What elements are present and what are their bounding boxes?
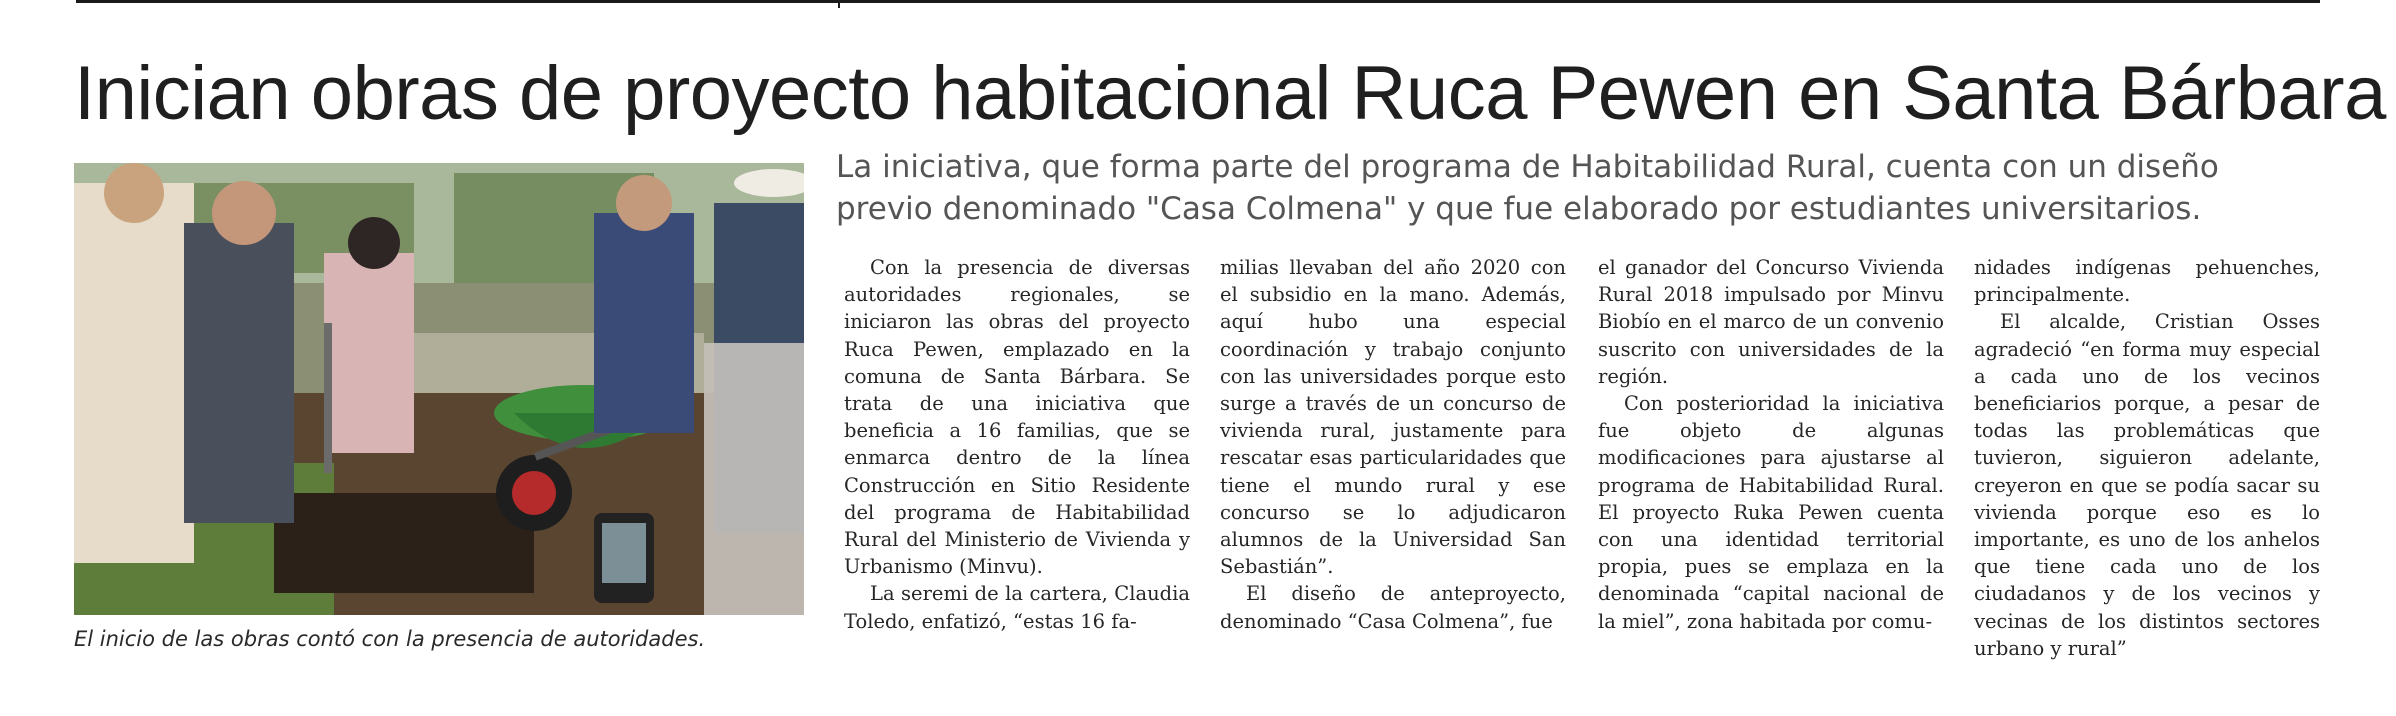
paragraph: el ganador del Concurso Vivienda Rural 2018 impulsado por Minvu Biobío en el marco de un convenio suscrito con universidades de la región. — [1598, 256, 1944, 388]
headline: Inician obras de proyecto habitacional Ruca Pewen en Santa Bárbara — [74, 51, 2386, 136]
subheadline — [836, 146, 2336, 230]
subheadline-line: previo denominado "Casa Colmena" y que fue elaborado por estudiantes universitarios. — [836, 191, 2202, 227]
top-rule-tick — [838, 0, 840, 8]
article-photo — [74, 163, 804, 615]
top-rule — [76, 0, 2320, 3]
body-column-4 — [1974, 254, 2320, 662]
paragraph: milias llevaban del año 2020 con el subsidio en la mano. Además, aquí hubo una especial coordinación y trabajo conjunto con las universidades porque esto surge a través de un concurso de vivienda rural, justamente para rescatar esas particularidades que tiene el mundo rural y ese concurso se lo adjudicaron alumnos de la Universidad San Sebastián”. — [1220, 256, 1566, 579]
paragraph: Con la presencia de diversas autoridades regionales, se iniciaron las obras del proyecto Ruca Pewen, emplazado en la comuna de Santa Bárbara. Se trata de una iniciativa que beneficia a 16 familias, que se enmarca dentro de la línea Construcción en Sitio Residente del programa de Habitabilidad Rural del Ministerio de Vivienda y Urbanismo (Minvu). — [844, 256, 1190, 579]
paragraph: El diseño de anteproyecto, denominado “Casa Colmena”, fue — [1220, 582, 1566, 633]
paragraph: El alcalde, Cristian Osses agradeció “en forma muy especial a cada uno de los vecinos beneficiarios porque, a pesar de todas las problemáticas que tuvieron, siguieron adelante, creyeron en que se podía sacar su vivienda porque eso es lo importante, es uno de los anhelos que tiene cada uno de los ciudadanos y de los vecinos y vecinas de los distintos sectores urbano y rural” — [1974, 310, 2320, 660]
paragraph: Con posterioridad la iniciativa fue objeto de algunas modificaciones para ajustarse al programa de Habitabilidad Rural. El proyecto Ruka Pewen cuenta con una identidad territorial propia, pues se emplaza en la denominada “capital nacional de la miel”, zona habitada por comu- — [1598, 392, 1944, 633]
photo-caption: El inicio de las obras contó con la presencia de autoridades. — [74, 627, 706, 651]
paragraph: nidades indígenas pehuenches, principalmente. — [1974, 256, 2320, 307]
body-column-1 — [844, 254, 1190, 635]
body-column-2 — [1220, 254, 1566, 635]
body-column-3 — [1598, 254, 1944, 635]
paragraph: La seremi de la cartera, Claudia Toledo, enfatizó, “estas 16 fa- — [844, 582, 1190, 633]
subheadline-line: La iniciativa, que forma parte del programa de Habitabilidad Rural, cuenta con un diseño — [836, 149, 2219, 185]
